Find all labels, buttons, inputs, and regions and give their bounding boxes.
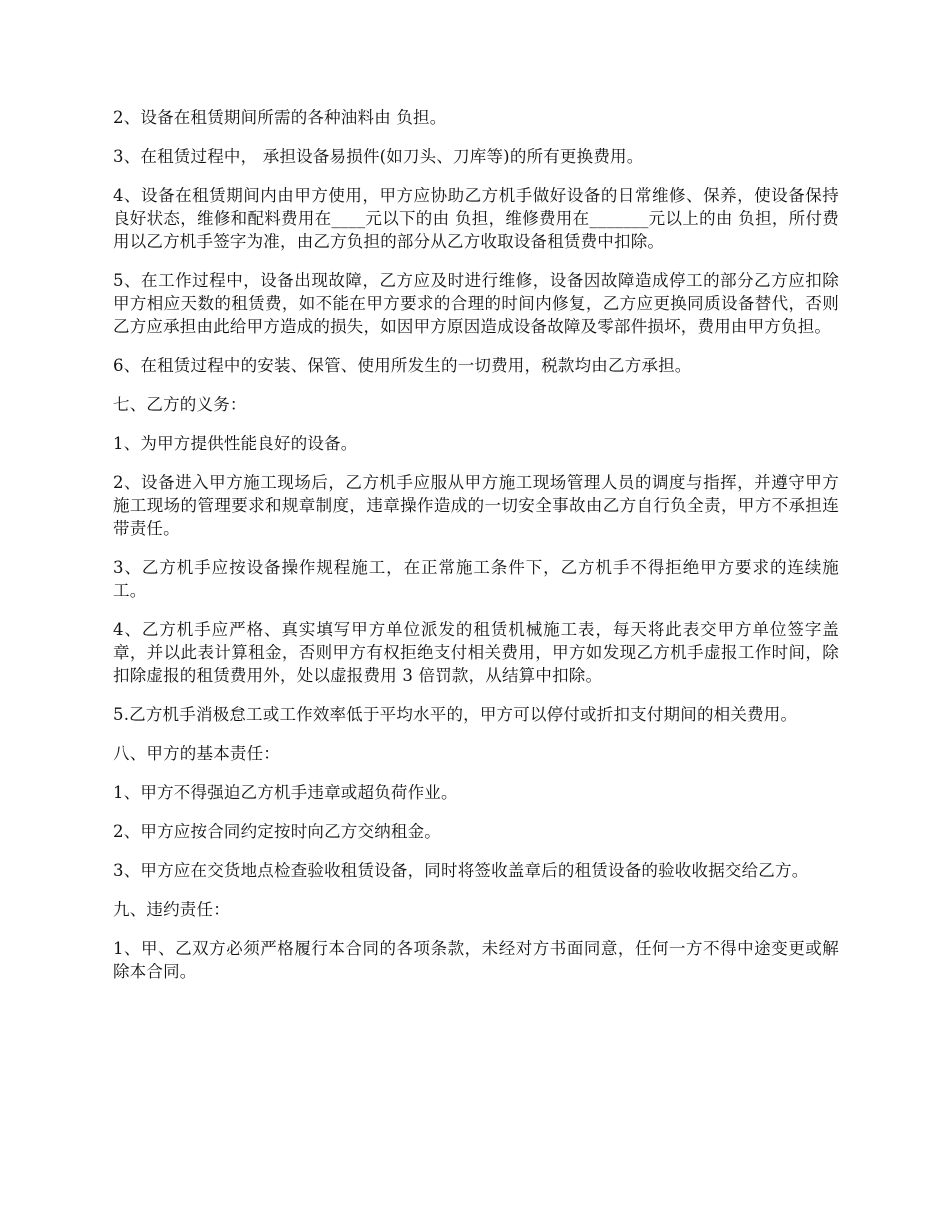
clause-fuel-cost: 2、设备在租赁期间所需的各种油料由 负担。 (113, 108, 447, 127)
clause-acceptance: 3、甲方应在交货地点检查验收租赁设备，同时将签收盖章后的租赁设备的验收收据交给乙方。 (113, 861, 809, 880)
section-heading-party-a-duties: 八、甲方的基本责任： (113, 744, 280, 763)
clause-efficiency: 5.乙方机手消极怠工或工作效率低于平均水平的，甲方可以停付或折扣支付期间的相关费用。 (113, 705, 798, 724)
clause-installation-costs: 6、在租赁过程中的安装、保管、使用所发生的一切费用，税款均由乙方承担。 (113, 356, 692, 375)
document-page (113, 106, 839, 999)
clause-wear-parts: 3、在租赁过程中， 承担设备易损件(如刀头、刀库等)的所有更换费用。 (113, 147, 644, 166)
section-heading-liability: 九、违约责任： (113, 900, 230, 919)
clause-provide-equipment: 1、为甲方提供性能良好的设备。 (113, 434, 358, 453)
clause-performance: 1、甲、乙双方必须严格履行本合同的各项条款，未经对方书面同意，任何一方不得中途变更或解除本合同。 (113, 939, 839, 981)
clause-maintenance: 4、设备在租赁期间内由甲方使用，甲方应协助乙方机手做好设备的日常维修、保养，使设备保持良好状态，维修和配料费用在____元以下的由 负担，维修费用在_______元以上的由 负担，所付费用以乙方机手签字为准，由乙方负担的部分从乙方收取设备租赁费中扣除。 (113, 186, 839, 251)
section-heading-party-b-obligations: 七、乙方的义务： (113, 395, 247, 414)
clause-site-compliance: 2、设备进入甲方施工现场后，乙方机手应服从甲方施工现场管理人员的调度与指挥，并遵守甲方施工现场的管理要求和规章制度，违章操作造成的一切安全事故由乙方自行负全责，甲方不承担连带责任。 (113, 473, 839, 538)
clause-no-forced-work: 1、甲方不得强迫乙方机手违章或超负荷作业。 (113, 783, 458, 802)
clause-rent-payment: 2、甲方应按合同约定按时向乙方交纳租金。 (113, 822, 441, 841)
clause-operating-rules: 3、乙方机手应按设备操作规程施工，在正常施工条件下，乙方机手不得拒绝甲方要求的连续施工。 (113, 558, 839, 600)
clause-breakdown: 5、在工作过程中，设备出现故障，乙方应及时进行维修，设备因故障造成停工的部分乙方应扣除甲方相应天数的租赁费，如不能在甲方要求的合理的时间内修复，乙方应更换同质设备替代，否则乙方应承担由此给甲方造成的损失，如因甲方原因造成设备故障及零部件损坏，费用由甲方负担。 (113, 271, 839, 336)
clause-work-log: 4、乙方机手应严格、真实填写甲方单位派发的租赁机械施工表，每天将此表交甲方单位签字盖章，并以此表计算租金，否则甲方有权拒绝支付相关费用，甲方如发现乙方机手虚报工作时间，除扣除虚报的租赁费用外，处以虚报费用 3 倍罚款，从结算中扣除。 (113, 620, 839, 685)
